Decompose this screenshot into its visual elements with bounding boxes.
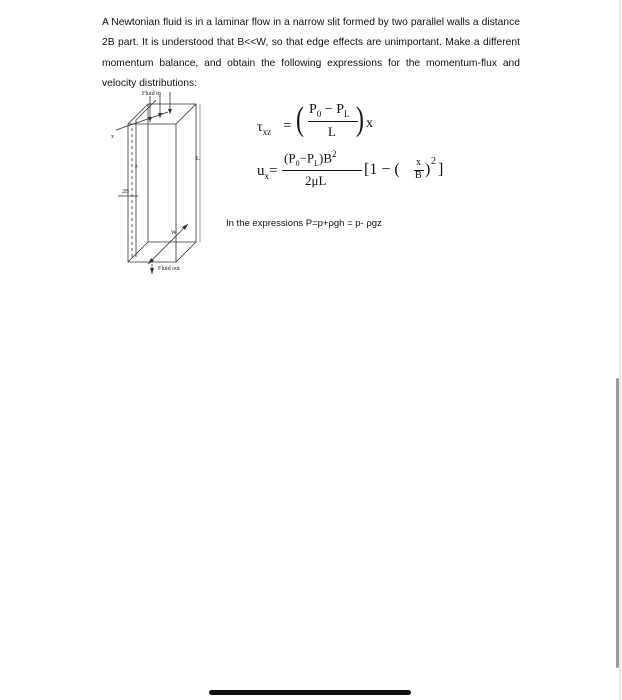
tau-subscript: xz xyxy=(262,126,272,137)
fluid-in-label: Fluid in xyxy=(142,91,161,97)
slit-flow-figure xyxy=(108,92,218,277)
eq1-minus: − xyxy=(324,102,333,117)
eq2-bracket-open: [1 − ( xyxy=(364,161,400,178)
eq2-bracket-end: ] xyxy=(438,161,444,178)
dimension-2b-label: 2B xyxy=(122,189,130,195)
eq2-equals: = xyxy=(269,163,278,179)
fluid-out-label: Fluid out xyxy=(158,266,180,272)
eq1-denominator: L xyxy=(328,124,336,139)
p0-symbol: P xyxy=(309,102,317,117)
dimension-w-label: W xyxy=(171,230,177,236)
back-wall xyxy=(148,104,196,242)
eq2-numerator-sup: 2 xyxy=(332,149,337,159)
home-indicator[interactable] xyxy=(209,690,411,695)
eq2-numerator-sub0: 0 xyxy=(295,158,300,168)
front-wall xyxy=(128,124,176,262)
eq2-numerator-start: (P xyxy=(284,150,296,166)
p0-subscript: 0 xyxy=(316,108,322,119)
axis-x-label: x xyxy=(111,134,114,140)
scrollbar-thumb[interactable] xyxy=(616,378,619,668)
eq2-numerator-mid: −P xyxy=(299,150,315,166)
eq2-square: 2 xyxy=(431,156,436,167)
pl-symbol: P xyxy=(336,102,344,117)
eq1-fraction-bar xyxy=(308,121,358,122)
eq2-bracket-close: ) xyxy=(425,161,431,178)
dimension-l-label: L xyxy=(196,156,200,162)
eq1-right-paren: ) xyxy=(356,101,364,138)
axis-z-label: z xyxy=(135,164,138,170)
eq2-fraction-bar xyxy=(282,170,362,171)
eq2-frac-x: x xyxy=(416,157,421,168)
tau-symbol: τ xyxy=(257,120,263,135)
problem-statement xyxy=(102,13,520,95)
ux-subscript: x xyxy=(264,171,269,181)
pl-subscript: L xyxy=(344,108,350,119)
eq1-x: x xyxy=(366,116,373,131)
eq1-equals: = xyxy=(283,118,292,134)
eq2-numerator-end: )B xyxy=(319,150,333,166)
slit-diagram xyxy=(108,92,218,277)
problem-text: A Newtonian fluid is in a laminar flow in a narrow slit formed by two parallel walls a distance 2B part. It is understood that B<<W, so that edge effects are unimportant. Make a different momentum balance, and obtain the following expressions for the momentum-flux and velocity distributions: xyxy=(102,17,520,90)
page-edge xyxy=(619,0,621,700)
ux-symbol: u xyxy=(257,163,265,179)
pressure-definition-note: In the expressions P=p+ρgh = p- ρgz xyxy=(226,218,382,229)
eq2-denominator: 2μL xyxy=(305,173,327,188)
eq1-left-paren: ( xyxy=(296,101,304,138)
eq2-numerator-subl: L xyxy=(314,158,320,168)
eq2-frac-b: B xyxy=(415,170,422,181)
